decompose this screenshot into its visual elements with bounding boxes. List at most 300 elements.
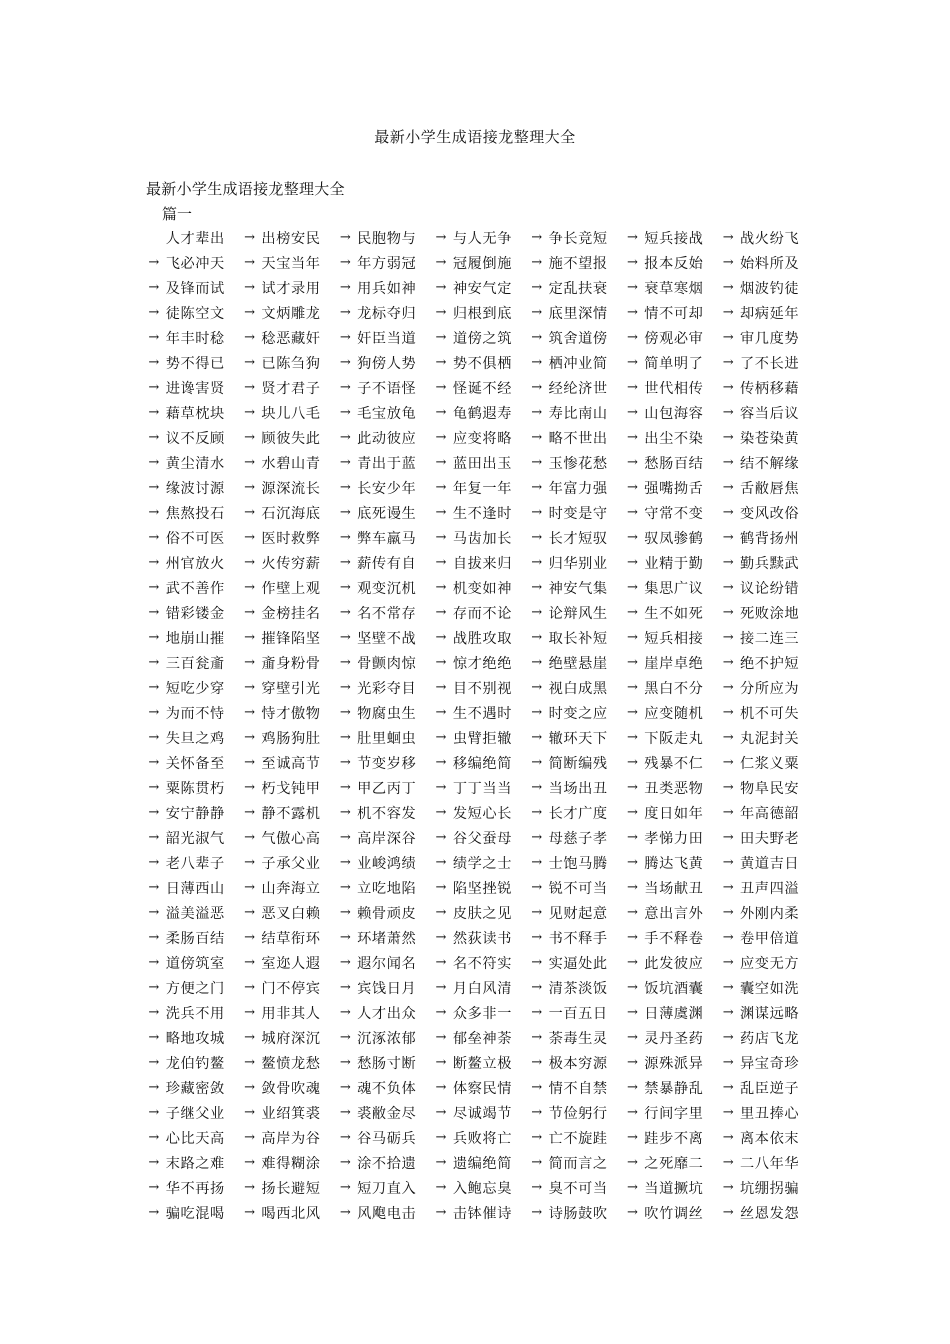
arrow-icon: → bbox=[339, 1055, 351, 1070]
idiom-item: 道傍之筑 bbox=[452, 330, 512, 347]
arrow-icon: → bbox=[339, 255, 351, 270]
chain-row bbox=[142, 225, 812, 250]
idiom-item: 神安气集 bbox=[548, 580, 608, 597]
idiom-item: 度日如年 bbox=[644, 805, 704, 822]
idiom-item: 黄道吉日 bbox=[740, 855, 800, 872]
idiom-item: 业精于勤 bbox=[644, 555, 704, 572]
arrow-icon: → bbox=[148, 905, 160, 920]
idiom-item: 弊车羸马 bbox=[357, 530, 417, 547]
arrow-icon: → bbox=[339, 955, 351, 970]
arrow-icon: → bbox=[626, 880, 638, 895]
arrow-icon: → bbox=[244, 980, 256, 995]
arrow-icon: → bbox=[148, 580, 160, 595]
idiom-item: 年高德韶 bbox=[740, 805, 800, 822]
arrow-icon: → bbox=[148, 255, 160, 270]
idiom-item: 年复一年 bbox=[452, 480, 512, 497]
arrow-icon: → bbox=[531, 905, 543, 920]
arrow-icon: → bbox=[339, 555, 351, 570]
idiom-item: 士饱马腾 bbox=[548, 855, 608, 872]
idiom-item: 异宝奇珍 bbox=[740, 1055, 800, 1072]
idiom-item: 丁丁当当 bbox=[452, 780, 512, 797]
idiom-item: 年丰时稔 bbox=[165, 330, 225, 347]
idiom-item: 谷马砺兵 bbox=[357, 1130, 417, 1147]
idiom-item: 出榜安民 bbox=[261, 230, 321, 247]
arrow-icon: → bbox=[435, 1155, 447, 1170]
arrow-icon: → bbox=[722, 380, 734, 395]
arrow-icon: → bbox=[722, 330, 734, 345]
arrow-icon: → bbox=[435, 455, 447, 470]
idiom-item: 生不如死 bbox=[644, 605, 704, 622]
arrow-icon: → bbox=[531, 705, 543, 720]
arrow-icon: → bbox=[435, 305, 447, 320]
arrow-icon: → bbox=[435, 555, 447, 570]
idiom-item: 筑舍道傍 bbox=[548, 330, 608, 347]
idiom-item: 归华别业 bbox=[548, 555, 608, 572]
idiom-item: 守常不变 bbox=[644, 505, 704, 522]
arrow-icon: → bbox=[626, 355, 638, 370]
arrow-icon: → bbox=[531, 255, 543, 270]
arrow-icon: → bbox=[244, 255, 256, 270]
idiom-item: 失旦之鸡 bbox=[165, 730, 225, 747]
arrow-icon: → bbox=[722, 555, 734, 570]
idiom-item: 目不别视 bbox=[452, 680, 512, 697]
arrow-icon: → bbox=[722, 305, 734, 320]
arrow-icon: → bbox=[339, 630, 351, 645]
arrow-icon: → bbox=[722, 630, 734, 645]
idiom-item: 论辩风生 bbox=[548, 605, 608, 622]
arrow-icon: → bbox=[339, 930, 351, 945]
arrow-icon: → bbox=[722, 505, 734, 520]
arrow-icon: → bbox=[339, 605, 351, 620]
arrow-icon: → bbox=[148, 680, 160, 695]
arrow-icon: → bbox=[722, 980, 734, 995]
idiom-item: 俗不可医 bbox=[165, 530, 225, 547]
idiom-item: 简断编残 bbox=[548, 755, 608, 772]
chain-row bbox=[142, 550, 812, 575]
arrow-icon: → bbox=[244, 880, 256, 895]
idiom-item: 黑白不分 bbox=[644, 680, 704, 697]
idiom-item: 当场出丑 bbox=[548, 780, 608, 797]
idiom-item: 见财起意 bbox=[548, 905, 608, 922]
arrow-icon: → bbox=[626, 855, 638, 870]
idiom-item: 方便之门 bbox=[165, 980, 225, 997]
arrow-icon: → bbox=[722, 430, 734, 445]
idiom-item: 集思广议 bbox=[644, 580, 704, 597]
arrow-icon: → bbox=[626, 305, 638, 320]
arrow-icon: → bbox=[722, 805, 734, 820]
arrow-icon: → bbox=[722, 955, 734, 970]
arrow-icon: → bbox=[722, 1055, 734, 1070]
idiom-item: 宾饯日月 bbox=[357, 980, 417, 997]
idiom-item: 穿壁引光 bbox=[261, 680, 321, 697]
idiom-item: 子不语怪 bbox=[357, 380, 417, 397]
arrow-icon: → bbox=[626, 605, 638, 620]
idiom-item: 心比天高 bbox=[165, 1130, 225, 1147]
arrow-icon: → bbox=[626, 730, 638, 745]
arrow-icon: → bbox=[148, 405, 160, 420]
arrow-icon: → bbox=[722, 930, 734, 945]
idiom-item: 恃才傲物 bbox=[261, 705, 321, 722]
arrow-icon: → bbox=[722, 1105, 734, 1120]
arrow-icon: → bbox=[626, 805, 638, 820]
chain-row bbox=[142, 600, 812, 625]
idiom-item: 击钵催诗 bbox=[452, 1205, 512, 1222]
idiom-item: 亡不旋跬 bbox=[548, 1130, 608, 1147]
idiom-item: 诗肠鼓吹 bbox=[548, 1205, 608, 1222]
idiom-item: 灵丹圣药 bbox=[644, 1030, 704, 1047]
idiom-item: 然荻读书 bbox=[452, 930, 512, 947]
idiom-item: 高岸深谷 bbox=[357, 830, 417, 847]
arrow-icon: → bbox=[531, 1130, 543, 1145]
idiom-item: 用兵如神 bbox=[357, 280, 417, 297]
arrow-icon: → bbox=[722, 680, 734, 695]
idiom-item: 物阜民安 bbox=[740, 780, 800, 797]
idiom-item: 怪诞不经 bbox=[452, 380, 512, 397]
idiom-item: 染苍染黄 bbox=[740, 430, 800, 447]
idiom-item: 归根到底 bbox=[452, 305, 512, 322]
idiom-item: 石沉海底 bbox=[261, 505, 321, 522]
idiom-item: 短刀直入 bbox=[357, 1180, 417, 1197]
arrow-icon: → bbox=[148, 555, 160, 570]
idiom-item: 取长补短 bbox=[548, 630, 608, 647]
idiom-item: 金榜挂名 bbox=[261, 605, 321, 622]
arrow-icon: → bbox=[531, 655, 543, 670]
chain-row bbox=[142, 1075, 812, 1100]
idiom-item: 洗兵不用 bbox=[165, 1005, 225, 1022]
arrow-icon: → bbox=[148, 855, 160, 870]
idiom-item: 焦熬投石 bbox=[165, 505, 225, 522]
arrow-icon: → bbox=[531, 1055, 543, 1070]
idiom-item: 子继父业 bbox=[165, 1105, 225, 1122]
idiom-item: 外刚内柔 bbox=[740, 905, 800, 922]
idiom-item: 机变如神 bbox=[452, 580, 512, 597]
idiom-item: 医时救弊 bbox=[261, 530, 321, 547]
chain-row bbox=[142, 700, 812, 725]
arrow-icon: → bbox=[626, 430, 638, 445]
idiom-item: 兵败将亡 bbox=[452, 1130, 512, 1147]
idiom-item: 名不常存 bbox=[357, 605, 417, 622]
idiom-item: 里丑捧心 bbox=[740, 1105, 800, 1122]
arrow-icon: → bbox=[339, 705, 351, 720]
arrow-icon: → bbox=[339, 755, 351, 770]
arrow-icon: → bbox=[148, 1105, 160, 1120]
idiom-item: 丸泥封关 bbox=[740, 730, 800, 747]
chain-row bbox=[142, 1200, 812, 1225]
arrow-icon: → bbox=[435, 780, 447, 795]
arrow-icon: → bbox=[722, 705, 734, 720]
arrow-icon: → bbox=[722, 530, 734, 545]
arrow-icon: → bbox=[244, 1180, 256, 1195]
arrow-icon: → bbox=[339, 830, 351, 845]
idiom-item: 惊才绝绝 bbox=[452, 655, 512, 672]
idiom-item: 跬步不离 bbox=[644, 1130, 704, 1147]
chain-row bbox=[142, 425, 812, 450]
idiom-item: 情不可却 bbox=[644, 305, 704, 322]
idiom-item: 情不自禁 bbox=[548, 1080, 608, 1097]
idiom-item: 州官放火 bbox=[165, 555, 225, 572]
arrow-icon: → bbox=[626, 780, 638, 795]
arrow-icon: → bbox=[435, 605, 447, 620]
idiom-item: 驭凤骖鹤 bbox=[644, 530, 704, 547]
arrow-icon: → bbox=[244, 1030, 256, 1045]
idiom-item: 强嘴拗舌 bbox=[644, 480, 704, 497]
idiom-item: 施不望报 bbox=[548, 255, 608, 272]
idiom-item: 战火纷飞 bbox=[740, 230, 800, 247]
arrow-icon: → bbox=[626, 980, 638, 995]
chain-row bbox=[142, 350, 812, 375]
idiom-item: 变风改俗 bbox=[740, 505, 800, 522]
arrow-icon: → bbox=[339, 430, 351, 445]
arrow-icon: → bbox=[722, 1180, 734, 1195]
arrow-icon: → bbox=[626, 1055, 638, 1070]
arrow-icon: → bbox=[626, 455, 638, 470]
idiom-item: 静不露机 bbox=[261, 805, 321, 822]
arrow-icon: → bbox=[435, 905, 447, 920]
arrow-icon: → bbox=[722, 455, 734, 470]
arrow-icon: → bbox=[531, 1105, 543, 1120]
idiom-item: 传柄移藉 bbox=[740, 380, 800, 397]
chain-row bbox=[142, 650, 812, 675]
arrow-icon: → bbox=[339, 905, 351, 920]
idiom-item: 光彩夺目 bbox=[357, 680, 417, 697]
arrow-icon: → bbox=[339, 330, 351, 345]
idiom-item: 应变随机 bbox=[644, 705, 704, 722]
idiom-item: 关怀备至 bbox=[165, 755, 225, 772]
idiom-item: 粟陈贯朽 bbox=[165, 780, 225, 797]
idiom-item: 腾达飞黄 bbox=[644, 855, 704, 872]
arrow-icon: → bbox=[626, 405, 638, 420]
chain-row bbox=[142, 1000, 812, 1025]
arrow-icon: → bbox=[244, 955, 256, 970]
idiom-item: 禁暴静乱 bbox=[644, 1080, 704, 1097]
idiom-item: 短兵相接 bbox=[644, 630, 704, 647]
arrow-icon: → bbox=[148, 780, 160, 795]
arrow-icon: → bbox=[339, 480, 351, 495]
idiom-item: 绩学之士 bbox=[452, 855, 512, 872]
idiom-item: 皮肤之见 bbox=[452, 905, 512, 922]
idiom-item: 涂不拾遗 bbox=[357, 1155, 417, 1172]
arrow-icon: → bbox=[435, 355, 447, 370]
arrow-icon: → bbox=[339, 505, 351, 520]
idiom-item: 蓝田出玉 bbox=[452, 455, 512, 472]
arrow-icon: → bbox=[244, 1005, 256, 1020]
arrow-icon: → bbox=[722, 880, 734, 895]
arrow-icon: → bbox=[339, 730, 351, 745]
arrow-icon: → bbox=[626, 680, 638, 695]
arrow-icon: → bbox=[435, 255, 447, 270]
arrow-icon: → bbox=[339, 1105, 351, 1120]
idiom-item: 陷坚挫锐 bbox=[452, 880, 512, 897]
arrow-icon: → bbox=[435, 1030, 447, 1045]
arrow-icon: → bbox=[339, 855, 351, 870]
arrow-icon: → bbox=[531, 1205, 543, 1220]
arrow-icon: → bbox=[339, 805, 351, 820]
idiom-item: 稔恶藏奸 bbox=[261, 330, 321, 347]
idiom-item: 绝壁悬崖 bbox=[548, 655, 608, 672]
idiom-item: 节俭躬行 bbox=[548, 1105, 608, 1122]
idiom-item: 肚里蛔虫 bbox=[357, 730, 417, 747]
arrow-icon: → bbox=[435, 1130, 447, 1145]
arrow-icon: → bbox=[339, 1155, 351, 1170]
arrow-icon: → bbox=[531, 380, 543, 395]
idiom-item: 田夫野老 bbox=[740, 830, 800, 847]
idiom-item: 华不再扬 bbox=[165, 1180, 225, 1197]
arrow-icon: → bbox=[531, 430, 543, 445]
arrow-icon: → bbox=[722, 405, 734, 420]
chain-row bbox=[142, 575, 812, 600]
idiom-item: 崖岸卓绝 bbox=[644, 655, 704, 672]
arrow-icon: → bbox=[148, 455, 160, 470]
arrow-icon: → bbox=[148, 655, 160, 670]
arrow-icon: → bbox=[531, 830, 543, 845]
arrow-icon: → bbox=[148, 830, 160, 845]
arrow-icon: → bbox=[722, 480, 734, 495]
idiom-item: 母慈子孝 bbox=[548, 830, 608, 847]
arrow-icon: → bbox=[722, 605, 734, 620]
idiom-item: 韶光淑气 bbox=[165, 830, 225, 847]
idiom-item: 应变无方 bbox=[740, 955, 800, 972]
arrow-icon: → bbox=[148, 755, 160, 770]
arrow-icon: → bbox=[531, 1030, 543, 1045]
chain-row bbox=[142, 500, 812, 525]
idiom-item: 自拔来归 bbox=[452, 555, 512, 572]
arrow-icon: → bbox=[148, 1205, 160, 1220]
arrow-icon: → bbox=[435, 1105, 447, 1120]
idiom-item: 立吃地陷 bbox=[357, 880, 417, 897]
idiom-item: 锐不可当 bbox=[548, 880, 608, 897]
idiom-item: 生不遇时 bbox=[452, 705, 512, 722]
arrow-icon: → bbox=[435, 830, 447, 845]
idiom-item: 手不释卷 bbox=[644, 930, 704, 947]
chain-row bbox=[142, 975, 812, 1000]
arrow-icon: → bbox=[626, 930, 638, 945]
idiom-item: 简而言之 bbox=[548, 1155, 608, 1172]
arrow-icon: → bbox=[531, 230, 543, 245]
arrow-icon: → bbox=[148, 605, 160, 620]
idiom-item: 应变将略 bbox=[452, 430, 512, 447]
idiom-item: 分所应为 bbox=[740, 680, 800, 697]
arrow-icon: → bbox=[339, 305, 351, 320]
arrow-icon: → bbox=[435, 630, 447, 645]
idiom-item: 饭坑酒囊 bbox=[644, 980, 704, 997]
arrow-icon: → bbox=[244, 330, 256, 345]
arrow-icon: → bbox=[435, 805, 447, 820]
arrow-icon: → bbox=[531, 930, 543, 945]
idiom-item: 鳌愤龙愁 bbox=[261, 1055, 321, 1072]
idiom-item: 长才广度 bbox=[548, 805, 608, 822]
idiom-item: 衰草寒烟 bbox=[644, 280, 704, 297]
arrow-icon: → bbox=[148, 505, 160, 520]
document-heading: 最新小学生成语接龙整理大全 bbox=[146, 180, 345, 198]
arrow-icon: → bbox=[148, 1155, 160, 1170]
idiom-item: 地崩山摧 bbox=[165, 630, 225, 647]
arrow-icon: → bbox=[722, 355, 734, 370]
idiom-item: 烟波钓徒 bbox=[740, 280, 800, 297]
arrow-icon: → bbox=[722, 1130, 734, 1145]
arrow-icon: → bbox=[244, 630, 256, 645]
idiom-item: 长才短驭 bbox=[548, 530, 608, 547]
idiom-item: 遗编绝简 bbox=[452, 1155, 512, 1172]
arrow-icon: → bbox=[244, 905, 256, 920]
arrow-icon: → bbox=[244, 1205, 256, 1220]
arrow-icon: → bbox=[244, 755, 256, 770]
idiom-item: 生不逢时 bbox=[452, 505, 512, 522]
arrow-icon: → bbox=[435, 880, 447, 895]
chain-row bbox=[142, 1150, 812, 1175]
chain-row bbox=[142, 1125, 812, 1150]
idiom-item: 子承父业 bbox=[261, 855, 321, 872]
arrow-icon: → bbox=[339, 1080, 351, 1095]
arrow-icon: → bbox=[531, 730, 543, 745]
idiom-item: 坑绷拐骗 bbox=[740, 1180, 800, 1197]
arrow-icon: → bbox=[339, 1180, 351, 1195]
arrow-icon: → bbox=[531, 1005, 543, 1020]
idiom-item: 行间字里 bbox=[644, 1105, 704, 1122]
idiom-item: 高岸为谷 bbox=[261, 1130, 321, 1147]
idiom-item: 黄尘清水 bbox=[165, 455, 225, 472]
arrow-icon: → bbox=[531, 405, 543, 420]
idiom-item: 愁肠百结 bbox=[644, 455, 704, 472]
arrow-icon: → bbox=[722, 580, 734, 595]
arrow-icon: → bbox=[435, 705, 447, 720]
chain-row bbox=[142, 1100, 812, 1125]
idiom-item: 珍藏密敛 bbox=[165, 1080, 225, 1097]
arrow-icon: → bbox=[148, 280, 160, 295]
idiom-item: 玉惨花愁 bbox=[548, 455, 608, 472]
idiom-item: 丝恩发怨 bbox=[740, 1205, 800, 1222]
idiom-item: 民胞物与 bbox=[357, 230, 417, 247]
arrow-icon: → bbox=[435, 980, 447, 995]
arrow-icon: → bbox=[244, 730, 256, 745]
arrow-icon: → bbox=[531, 980, 543, 995]
idiom-item: 渊谋远略 bbox=[740, 1005, 800, 1022]
arrow-icon: → bbox=[531, 1155, 543, 1170]
arrow-icon: → bbox=[531, 880, 543, 895]
chain-row bbox=[142, 400, 812, 425]
arrow-icon: → bbox=[626, 1130, 638, 1145]
idiom-item: 一百五日 bbox=[548, 1005, 608, 1022]
arrow-icon: → bbox=[148, 1130, 160, 1145]
arrow-icon: → bbox=[626, 1030, 638, 1045]
arrow-icon: → bbox=[148, 330, 160, 345]
arrow-icon: → bbox=[531, 505, 543, 520]
arrow-icon: → bbox=[722, 230, 734, 245]
arrow-icon: → bbox=[435, 230, 447, 245]
chain-row bbox=[142, 750, 812, 775]
idiom-item: 进谗害贤 bbox=[165, 380, 225, 397]
idiom-item: 三百瓮齑 bbox=[165, 655, 225, 672]
idiom-item: 飞必冲天 bbox=[165, 255, 225, 272]
idiom-item: 与人无争 bbox=[452, 230, 512, 247]
idiom-item: 甲乙丙丁 bbox=[357, 780, 417, 797]
arrow-icon: → bbox=[435, 1005, 447, 1020]
idiom-chain bbox=[142, 225, 812, 1225]
arrow-icon: → bbox=[722, 1155, 734, 1170]
idiom-item: 移编绝简 bbox=[452, 755, 512, 772]
idiom-item: 年富力强 bbox=[548, 480, 608, 497]
arrow-icon: → bbox=[531, 355, 543, 370]
arrow-icon: → bbox=[626, 630, 638, 645]
arrow-icon: → bbox=[244, 780, 256, 795]
idiom-item: 及锋而试 bbox=[165, 280, 225, 297]
idiom-item: 辙环天下 bbox=[548, 730, 608, 747]
idiom-item: 入鲍忘臭 bbox=[452, 1180, 512, 1197]
idiom-item: 短吃少穿 bbox=[165, 680, 225, 697]
idiom-item: 存而不论 bbox=[452, 605, 512, 622]
arrow-icon: → bbox=[722, 1005, 734, 1020]
idiom-item: 结不解缘 bbox=[740, 455, 800, 472]
arrow-icon: → bbox=[531, 755, 543, 770]
